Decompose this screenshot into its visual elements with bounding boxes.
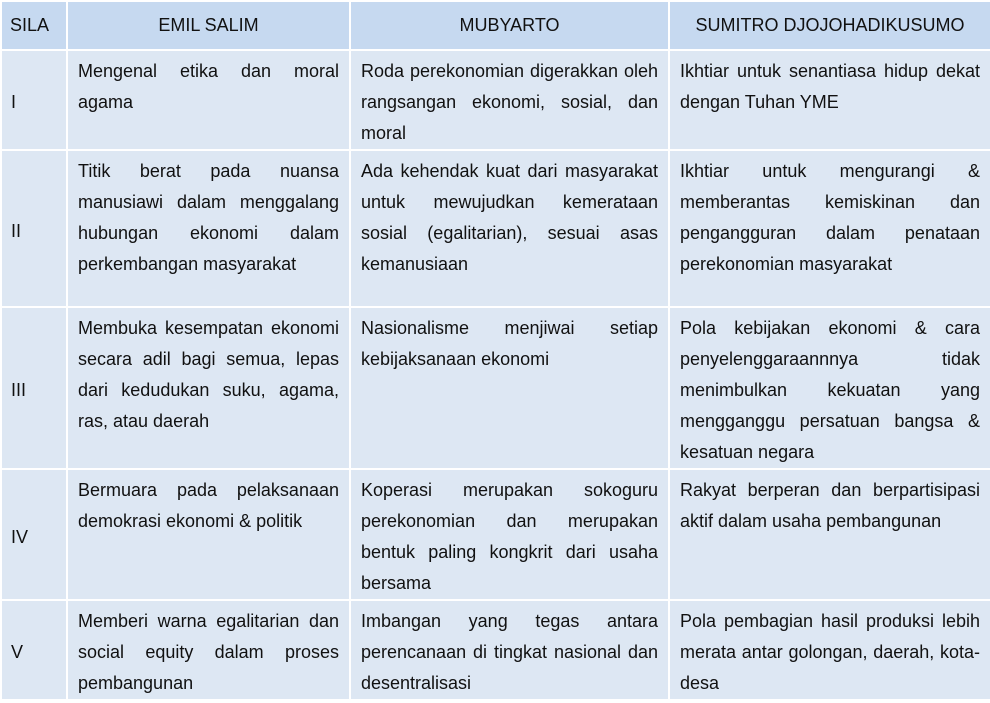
table-row bbox=[2, 51, 990, 149]
sila-number: I bbox=[2, 51, 66, 149]
cell-mubyarto: Koperasi merupakan sokoguru perekonomian dan merupakan bentuk paling kongkrit dari usaha bersama bbox=[351, 470, 668, 599]
cell-emil-salim: Membuka kesempatan ekonomi secara adil bagi semua, lepas dari kedudukan suku, agama, ras, atau daerah bbox=[68, 308, 349, 468]
cell-emil-salim: Titik berat pada nuansa manusiawi dalam menggalang hubungan ekonomi dalam perkembangan masyarakat bbox=[68, 151, 349, 306]
cell-sumitro: Rakyat berperan dan berpartisipasi aktif dalam usaha pembangunan bbox=[670, 470, 990, 599]
cell-sumitro: Pola kebijakan ekonomi & cara penyelenggaraannnya tidak menimbulkan kekuatan yang mengganggu persatuan bangsa & kesatuan negara bbox=[670, 308, 990, 468]
header-emil-salim: EMIL SALIM bbox=[68, 2, 349, 49]
cell-mubyarto: Roda perekonomian digerakkan oleh rangsangan ekonomi, sosial, dan moral bbox=[351, 51, 668, 149]
cell-emil-salim: Memberi warna egalitarian dan social equity dalam proses pembangunan bbox=[68, 601, 349, 699]
table-header bbox=[2, 2, 990, 49]
sila-number: III bbox=[2, 308, 66, 468]
table-row bbox=[2, 151, 990, 306]
sila-number: IV bbox=[2, 470, 66, 599]
sila-number: V bbox=[2, 601, 66, 699]
cell-mubyarto: Ada kehendak kuat dari masyarakat untuk mewujudkan kemerataan sosial (egalitarian), sesuai asas kemanusiaan bbox=[351, 151, 668, 306]
sila-number: II bbox=[2, 151, 66, 306]
cell-sumitro: Ikhtiar untuk mengurangi & memberantas kemiskinan dan pengangguran dalam penataan perekonomian masyarakat bbox=[670, 151, 990, 306]
cell-emil-salim: Bermuara pada pelaksanaan demokrasi ekonomi & politik bbox=[68, 470, 349, 599]
cell-sumitro: Ikhtiar untuk senantiasa hidup dekat dengan Tuhan YME bbox=[670, 51, 990, 149]
table-row bbox=[2, 601, 990, 699]
table-body bbox=[2, 51, 990, 699]
table-row bbox=[2, 470, 990, 599]
header-sumitro: SUMITRO DJOJOHADIKUSUMO bbox=[670, 2, 990, 49]
cell-mubyarto: Nasionalisme menjiwai setiap kebijaksanaan ekonomi bbox=[351, 308, 668, 468]
cell-emil-salim: Mengenal etika dan moral agama bbox=[68, 51, 349, 149]
header-row bbox=[2, 2, 990, 49]
table-row bbox=[2, 308, 990, 468]
header-sila: SILA bbox=[2, 2, 66, 49]
cell-sumitro: Pola pembagian hasil produksi lebih merata antar golongan, daerah, kota-desa bbox=[670, 601, 990, 699]
header-mubyarto: MUBYARTO bbox=[351, 2, 668, 49]
cell-mubyarto: Imbangan yang tegas antara perencanaan di tingkat nasional dan desentralisasi bbox=[351, 601, 668, 699]
